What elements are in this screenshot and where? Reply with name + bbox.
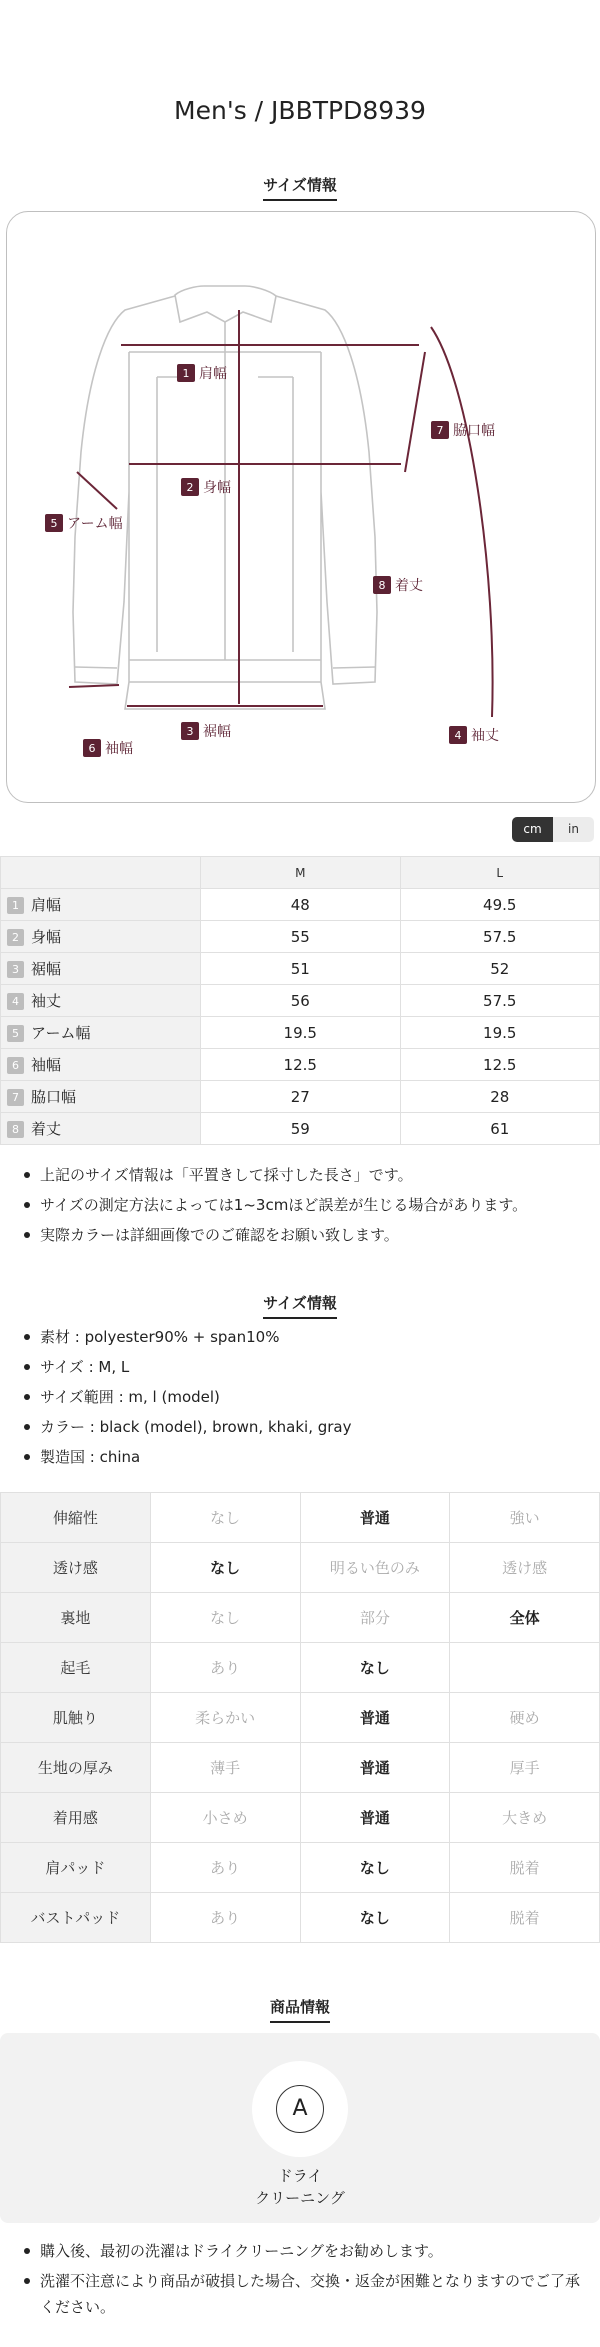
label-shoulder: 肩幅 [199,366,227,382]
table-row: 3 裾幅 51 52 [1,953,600,985]
label-chest: 身幅 [203,480,231,496]
dry-clean-icon [252,2061,348,2157]
label-arm-width: アーム幅 [67,516,123,532]
table-row: 8 着丈 59 61 [1,1113,600,1145]
table-row: 5 アーム幅 19.5 19.5 [1,1017,600,1049]
label-cuff-width: 袖幅 [105,741,133,757]
badge-num-4: 4 [454,729,462,742]
table-row: 肌触り 柔らかい 普通 硬め [1,1693,600,1743]
table-row: 生地の厚み 薄手 普通 厚手 [1,1743,600,1793]
badge-num-6: 6 [88,742,96,755]
unit-in-button[interactable]: in [568,822,579,836]
list-item: サイズの測定方法によっては1~3cmほど誤差が生じる場合があります。 [24,1190,584,1220]
product-info-heading: 商品情報 [0,1996,600,2023]
measure-badges [45,364,467,757]
spec-section-heading: サイズ情報 [0,1292,600,1319]
table-row: 2 身幅 55 57.5 [1,921,600,953]
page-title: Men's / JBBTPD8939 [174,96,426,125]
table-row: 着用感 小さめ 普通 大きめ [1,1793,600,1843]
badge-num-2: 2 [186,481,194,494]
list-item: カラー : black (model), brown, khaki, gray [24,1412,584,1442]
list-item: 洗濯不注意により商品が破損した場合、交換・返金が困難となりますのでご了承ください。 [24,2268,584,2320]
table-row: 起毛 あり なし [1,1643,600,1693]
size-section-heading: サイズ情報 [0,174,600,201]
badge-num-1: 1 [182,367,190,380]
unit-cm-button[interactable]: cm [512,817,553,842]
header-blank [1,857,201,889]
table-row: 6 袖幅 12.5 12.5 [1,1049,600,1081]
care-label: ドライ クリーニング [255,2167,345,2207]
care-info-box [0,2033,600,2223]
size-table-header [1,857,600,889]
badge-num-7: 7 [436,424,444,437]
label-sleeve-length: 袖丈 [471,728,499,744]
list-item: サイズ : M, L [24,1352,584,1382]
badge-num-3: 3 [186,725,194,738]
table-row: 肩パッド あり なし 脱着 [1,1843,600,1893]
list-item: 実際カラーは詳細画像でのご確認をお願い致します。 [24,1220,584,1250]
table-row: 裏地 なし 部分 全体 [1,1593,600,1643]
list-item: 製造国 : china [24,1442,584,1472]
jacket-outline [73,286,377,709]
badge-num-5: 5 [50,517,58,530]
list-item: サイズ範囲 : m, l (model) [24,1382,584,1412]
label-hem: 裾幅 [203,724,231,740]
size-notes [24,1160,584,1250]
care-symbol: A [276,2085,324,2133]
attribute-table [0,1492,600,1943]
size-table [0,856,600,1145]
table-row: 4 袖丈 56 57.5 [1,985,600,1017]
table-row: バストパッド あり なし 脱着 [1,1893,600,1943]
spec-list [24,1322,584,1472]
table-row: 7 脇口幅 27 28 [1,1081,600,1113]
table-row: 透け感 なし 明るい色のみ 透け感 [1,1543,600,1593]
header-size-l: L [400,857,600,889]
unit-toggle[interactable] [512,817,594,842]
care-notes [24,2238,584,2324]
label-total-length: 着丈 [395,578,423,594]
size-diagram [6,211,596,803]
header-size-m: M [201,857,401,889]
table-row: 伸縮性 なし 普通 強い [1,1493,600,1543]
list-item: 素材 : polyester90% + span10% [24,1322,584,1352]
list-item: 上記のサイズ情報は「平置きして採寸した長さ」です。 [24,1160,584,1190]
list-item: 購入後、最初の洗濯はドライクリーニングをお勧めします。 [24,2238,584,2264]
label-armhole: 脇口幅 [453,423,495,439]
badge-num-8: 8 [378,579,386,592]
table-row: 1 肩幅 48 49.5 [1,889,600,921]
